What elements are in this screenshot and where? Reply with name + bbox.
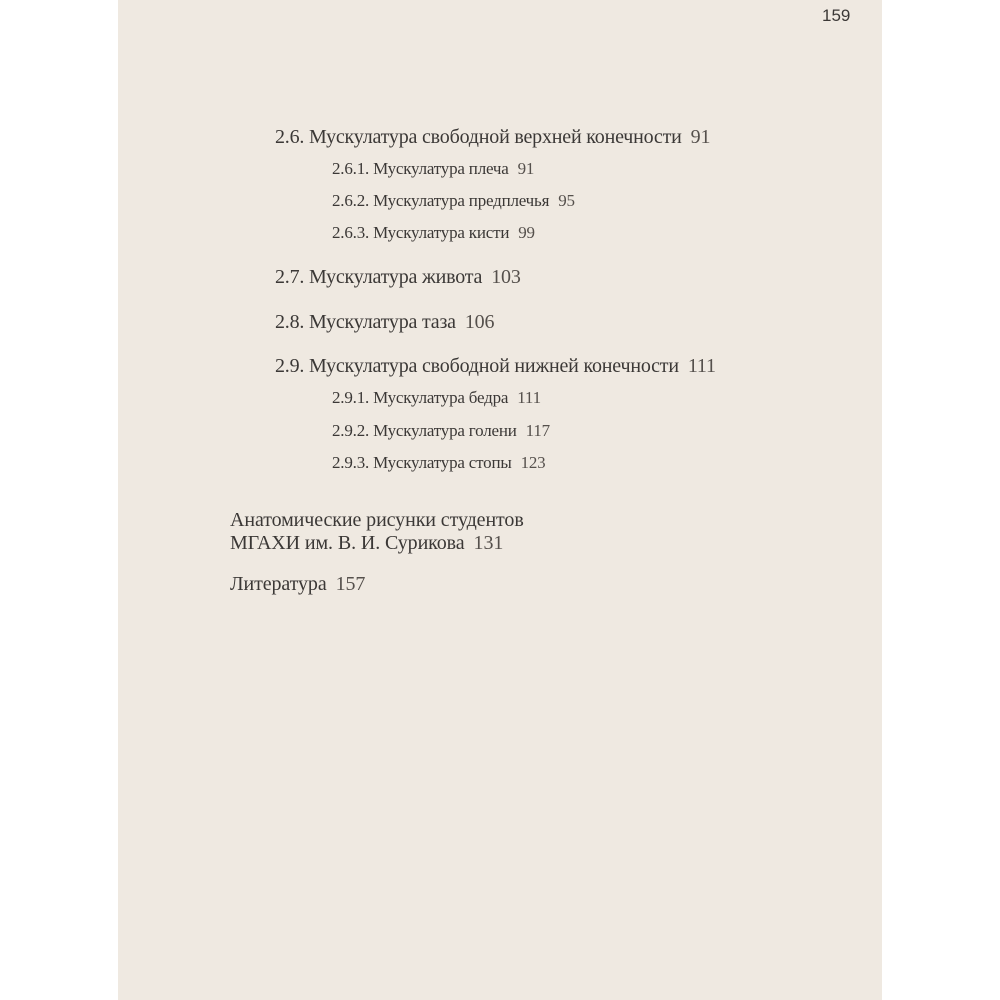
appendix-title-line1: Анатомические рисунки студентов — [230, 509, 524, 531]
toc-entry-title: 2.6.1. Мускулатура плеча — [332, 159, 509, 178]
toc-subentry — [332, 224, 535, 241]
book-page — [118, 0, 882, 1000]
toc-entry-literature — [230, 574, 365, 594]
toc-entry — [275, 267, 521, 287]
toc-entry-page: 103 — [491, 266, 521, 288]
toc-subentry — [332, 160, 534, 177]
toc-entry-title: 2.9.2. Мускулатура голени — [332, 421, 517, 440]
toc-entry-page: 95 — [558, 191, 575, 210]
toc-subentry — [332, 422, 550, 439]
toc-entry — [275, 356, 716, 376]
toc-entry-title: 2.8. Мускулатура таза — [275, 311, 456, 333]
appendix-title-line2: МГАХИ им. В. И. Сурикова — [230, 532, 465, 554]
page-number: 159 — [822, 6, 851, 25]
toc-subentry — [332, 389, 541, 406]
toc-entry-title: 2.9. Мускулатура свободной нижней конечности — [275, 355, 679, 377]
toc-entry-page: 131 — [473, 532, 504, 554]
toc-entry-page: 106 — [464, 311, 495, 333]
toc-entry-page: 157 — [335, 573, 366, 595]
toc-entry-title: 2.7. Мускулатура живота — [275, 266, 483, 288]
toc-subentry — [332, 454, 545, 471]
toc-entry-page: 117 — [525, 421, 550, 440]
toc-entry — [275, 127, 710, 147]
literature-title: Литература — [230, 573, 327, 595]
toc-entry-title: 2.6. Мускулатура свободной верхней конечности — [275, 126, 682, 148]
toc-entry-title: 2.6.3. Мускулатура кисти — [332, 223, 510, 242]
toc-subentry — [332, 192, 575, 209]
toc-entry-title: 2.6.2. Мускулатура предплечья — [332, 191, 550, 210]
toc-entry-title: 2.9.1. Мускулатура бедра — [332, 388, 509, 407]
toc-entry-page: 91 — [517, 159, 535, 178]
toc-entry-page: 123 — [520, 453, 546, 472]
toc-entry-page: 91 — [690, 126, 711, 148]
toc-entry — [275, 312, 494, 332]
toc-entry-appendix — [230, 533, 503, 553]
toc-entry-page: 111 — [687, 355, 716, 377]
toc-entry-page: 111 — [517, 388, 541, 407]
toc-entry-title: 2.9.3. Мускулатура стопы — [332, 453, 512, 472]
toc-entry-page: 99 — [518, 223, 535, 242]
